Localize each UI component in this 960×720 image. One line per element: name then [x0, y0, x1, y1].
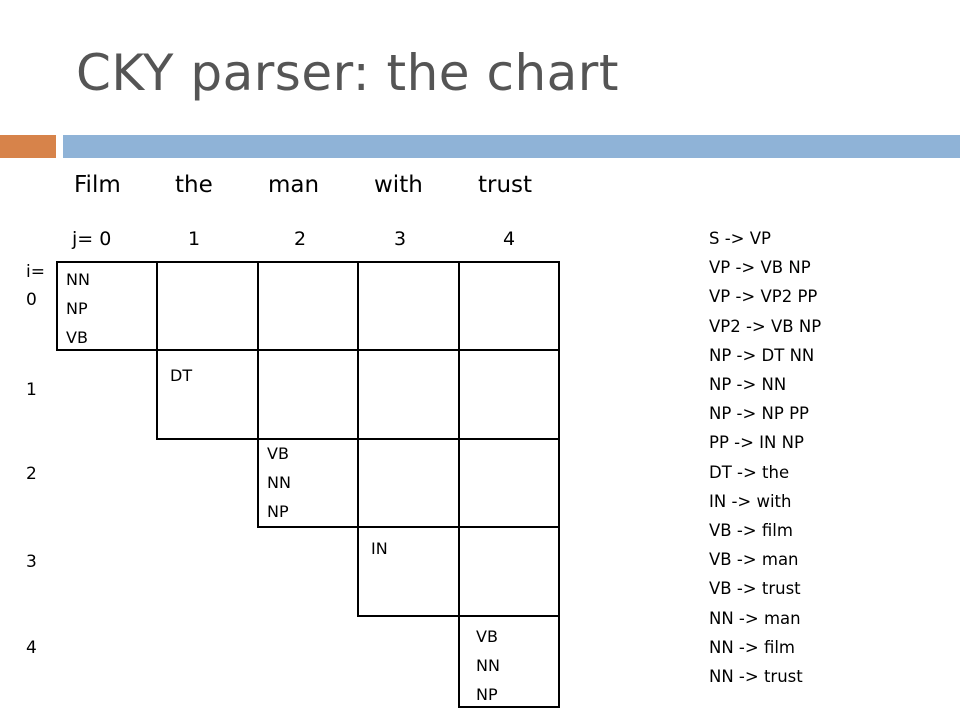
word-the: the — [175, 172, 213, 198]
j-label-3: 3 — [394, 228, 407, 250]
cell-label: NN NP VB — [66, 270, 90, 347]
j-label-0: j= 0 — [72, 228, 112, 250]
slide-title: CKY parser: the chart — [76, 44, 619, 102]
i-label-1: 1 — [26, 380, 37, 400]
grammar-rule: VB -> man — [709, 550, 799, 570]
grammar-rule: NN -> trust — [709, 667, 803, 687]
cell-label: IN — [371, 539, 388, 558]
chart-cell-0-4 — [458, 261, 560, 351]
chart-cell-3-3 — [357, 526, 460, 617]
cell-label: DT — [170, 366, 193, 385]
j-label-4: 4 — [503, 228, 516, 250]
grammar-rule: DT -> the — [709, 462, 790, 482]
chart-cell-0-1 — [156, 261, 259, 351]
word-trust: trust — [478, 172, 533, 198]
accent-bar — [0, 135, 56, 158]
j-label-2: 2 — [294, 228, 307, 250]
i-label-2: 2 — [26, 464, 37, 484]
j-label-1: 1 — [188, 228, 201, 250]
grammar-rule: NN -> film — [709, 637, 796, 657]
grammar-rule: NP -> DT NN — [709, 345, 815, 365]
grammar-rule: S -> VP — [709, 229, 771, 248]
grammar-rule: PP -> IN NP — [709, 433, 804, 453]
chart-cell-2-2 — [257, 438, 359, 528]
i-label-0: 0 — [26, 290, 37, 310]
chart-cell-2-4 — [458, 438, 560, 528]
grammar-rule: NP -> NP PP — [709, 404, 809, 424]
chart-cell-0-2 — [257, 261, 359, 351]
grammar-rule: VP -> VP2 PP — [709, 287, 818, 307]
grammar-rule: NN -> man — [709, 608, 801, 628]
word-film: Film — [74, 172, 121, 198]
word-man: man — [268, 172, 320, 198]
chart-cell-1-2 — [257, 349, 359, 440]
chart-cell-1-3 — [357, 349, 460, 440]
cell-label: VB NN NP — [267, 444, 291, 521]
chart-cell-0-3 — [357, 261, 460, 351]
i-label-3: 3 — [26, 552, 37, 572]
grammar-rule: VB -> trust — [709, 579, 801, 599]
chart-cell-0-0 — [56, 261, 158, 351]
word-with: with — [374, 172, 423, 198]
grammar-rules — [709, 224, 821, 691]
i-label-prefix: i= — [26, 262, 45, 282]
chart-cell-3-4 — [458, 526, 560, 617]
title-underline-bar — [63, 135, 960, 158]
chart-cell-2-3 — [357, 438, 460, 528]
grammar-rule: VB -> film — [709, 521, 793, 541]
i-label-4: 4 — [26, 638, 37, 658]
chart-cell-1-1 — [156, 349, 259, 440]
grammar-rule: NP -> NN — [709, 375, 787, 395]
grammar-rule: VP -> VB NP — [709, 258, 811, 278]
cell-label: VB NN NP — [476, 627, 500, 704]
grammar-rule: IN -> with — [709, 491, 792, 511]
chart-cell-1-4 — [458, 349, 560, 440]
chart-cell-4-4 — [458, 615, 560, 708]
grammar-rule: VP2 -> VB NP — [709, 316, 822, 336]
